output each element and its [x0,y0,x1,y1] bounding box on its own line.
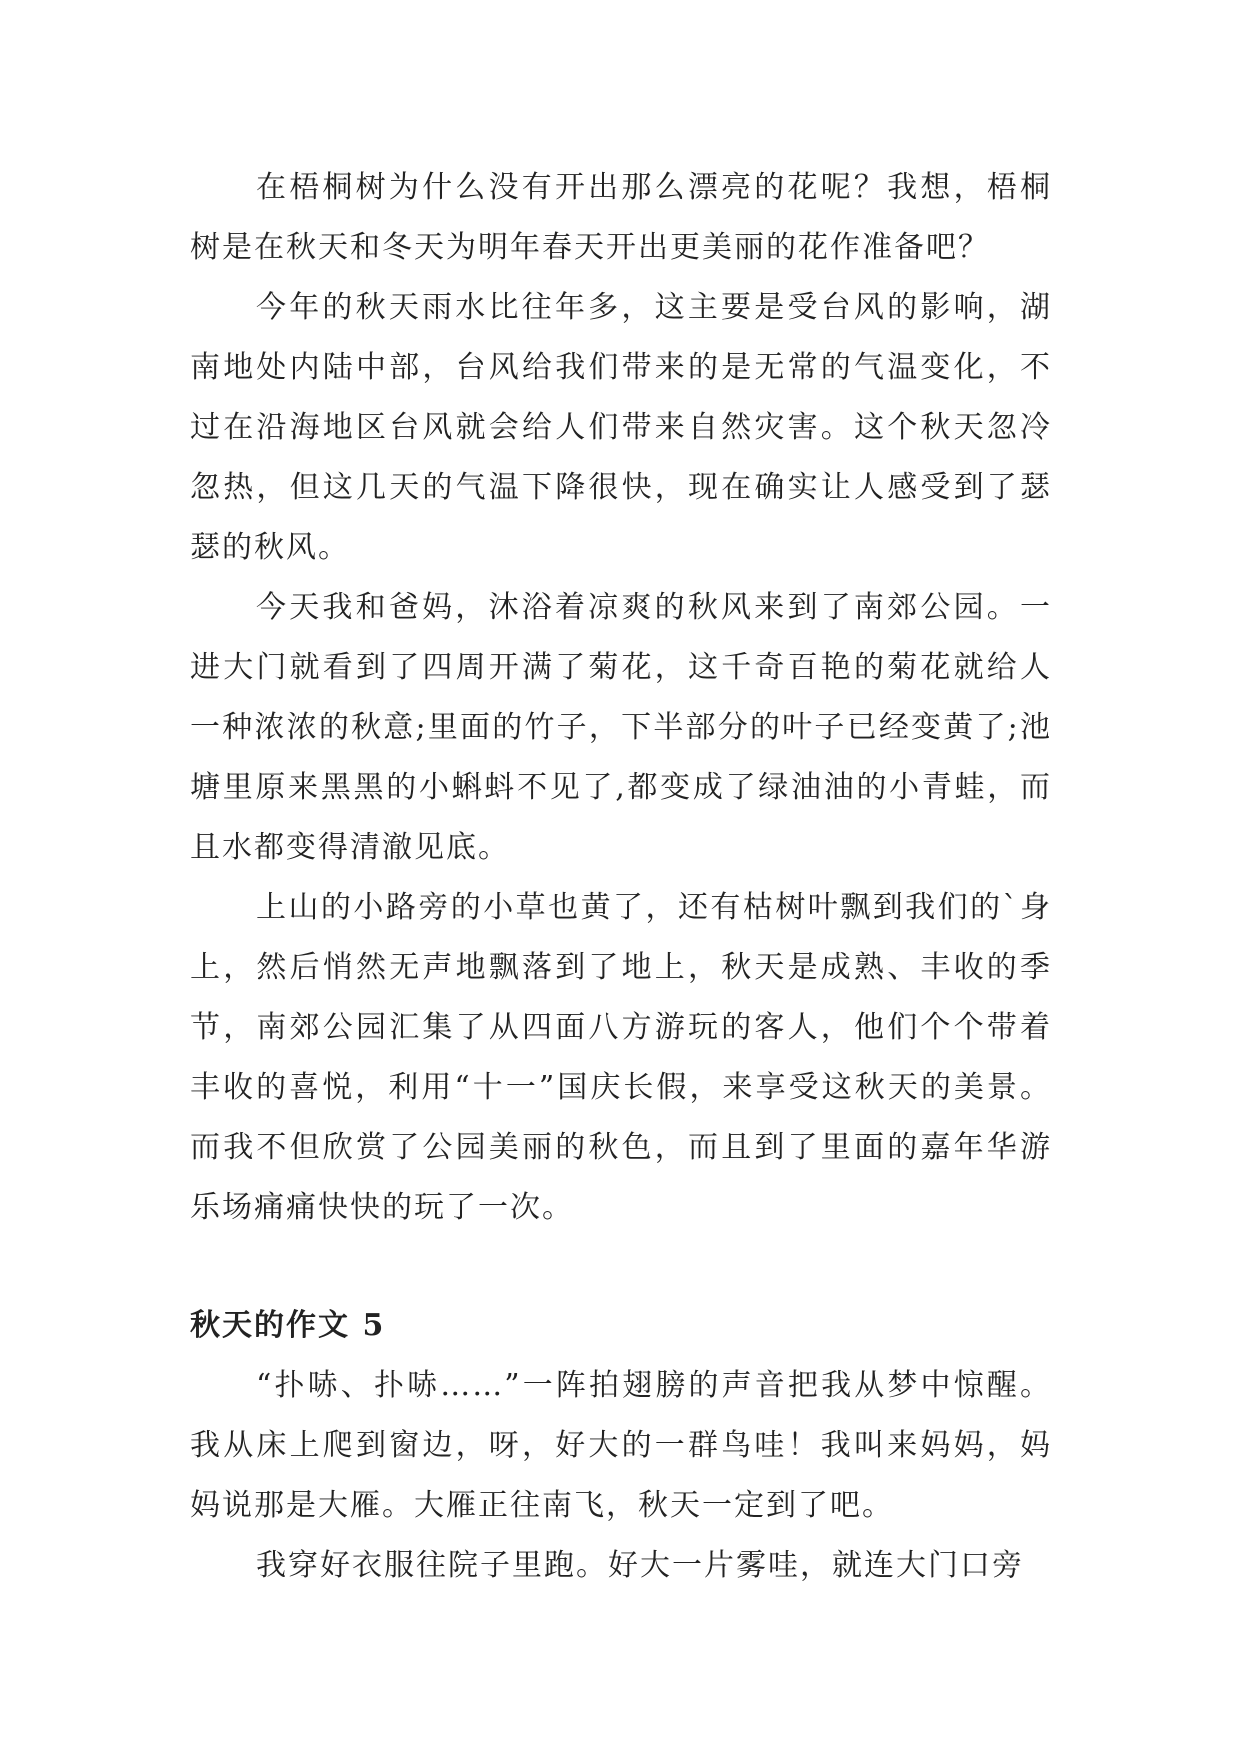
section-heading: 秋天的作文 5 [190,1308,386,1343]
paragraph: 上山的小路旁的小草也黄了，还有枯树叶飘到我们的`身上，然后悄然无声地飘落到了地上，秋天是成熟、丰收的季节，南郊公园汇集了从四面八方游玩的客人，他们个个带着丰收的喜悦，利用“十一”国庆长假，来享受这秋天的美景。而我不但欣赏了公园美丽的秋色，而且到了里面的嘉年华游乐场痛痛快快的玩了一次。 [190,890,1052,1225]
paragraph: 在梧桐树为什么没有开出那么漂亮的花呢？我想，梧桐树是在秋天和冬天为明年春天开出更美丽的花作准备吧？ [190,170,1052,265]
paragraph: 今年的秋天雨水比往年多，这主要是受台风的影响，湖南地处内陆中部，台风给我们带来的是无常的气温变化，不过在沿海地区台风就会给人们带来自然灾害。这个秋天忽冷忽热，但这几天的气温下降很快，现在确实让人感受到了瑟瑟的秋风。 [190,290,1052,565]
paragraph: 今天我和爸妈，沐浴着凉爽的秋风来到了南郊公园。一进大门就看到了四周开满了菊花，这千奇百艳的菊花就给人一种浓浓的秋意;里面的竹子，下半部分的叶子已经变黄了;池塘里原来黑黑的小蝌蚪不见了,都变成了绿油油的小青蛙，而且水都变得清澈见底。 [190,590,1052,865]
paragraph: 我穿好衣服往院子里跑。好大一片雾哇，就连大门口旁 [256,1548,1024,1583]
paragraph: “扑哧、扑哧……”一阵拍翅膀的声音把我从梦中惊醒。我从床上爬到窗边，呀，好大的一群鸟哇！我叫来妈妈，妈妈说那是大雁。大雁正往南飞，秋天一定到了吧。 [190,1368,1052,1523]
document-body [190,158,1052,1596]
